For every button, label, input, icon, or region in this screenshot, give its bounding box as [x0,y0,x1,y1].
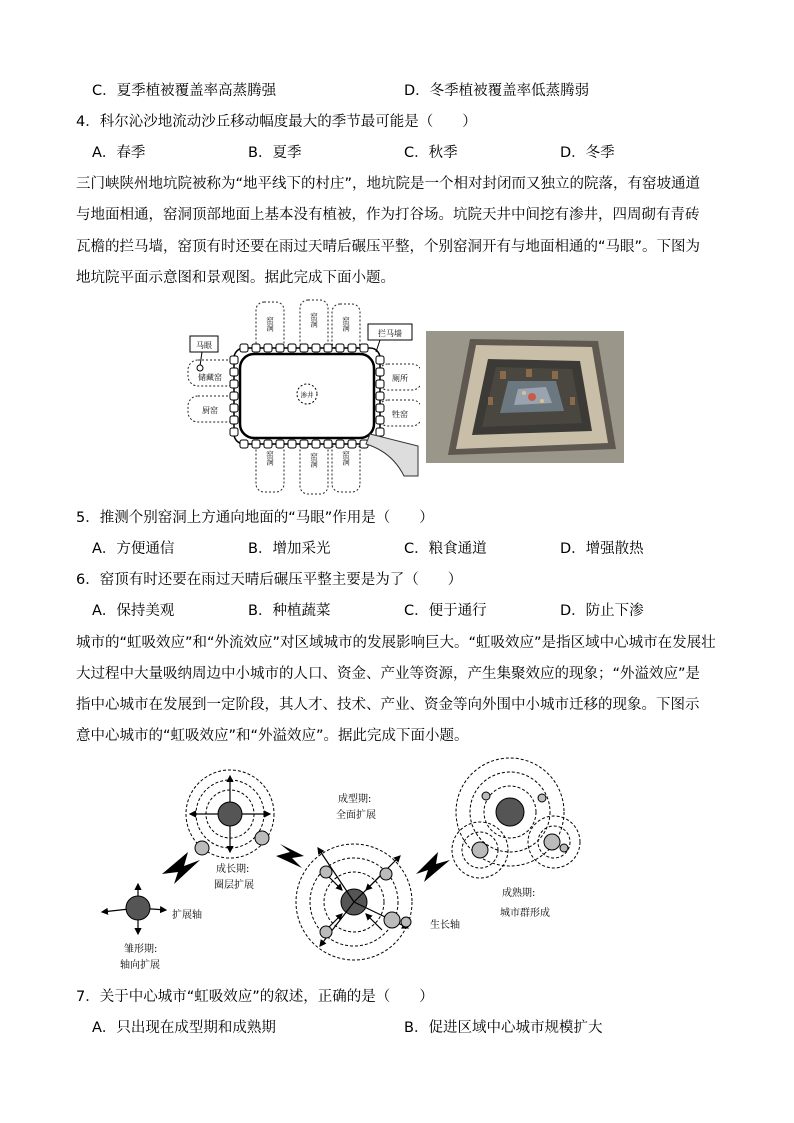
stage4-desc: 城市群形成 [500,908,550,919]
callout-mayan: 马眼 [196,341,212,350]
stage1-desc: 轴向扩展 [120,960,160,971]
callout-lanmaqiang: 拦马墙 [378,329,402,338]
q4-option-b: B．夏季 [248,145,302,161]
top-cave-1: 窑洞 [265,316,275,332]
center-well: 渗井 [300,391,314,399]
q6-option-d: D．防止下渗 [560,603,644,619]
axis-label: 扩展轴 [172,910,202,921]
q3-option-d: D．冬季植被覆盖率低蒸腾弱 [404,83,590,99]
top-cave-2: 窑洞 [309,312,319,328]
left-room-kitchen: 厨窑 [202,406,218,415]
q6-option-a: A．保持美观 [92,603,175,619]
q7-option-b: B．促进区域中心城市规模扩大 [404,1020,603,1036]
q4-option-c: C．秋季 [404,145,458,161]
passage2-line-1: 城市的“虹吸效应”和“外流效应”对区域城市的发展影响巨大。“虹吸效应”是指区域中心城市在发展壮 [76,635,716,651]
bottom-cave-2: 窑洞 [309,452,319,468]
q4-option-a: A．春季 [92,145,146,161]
q5-option-b: B．增加采光 [248,541,331,557]
q7-stem: 7．关于中心城市“虹吸效应”的叙述，正确的是（ ） [76,989,434,1005]
stage3-title: 成型期: [338,794,372,805]
passage1-line-4: 地坑院平面示意图和景观图。据此完成下面小题。 [76,270,395,286]
q5-option-a: A．方便通信 [92,541,175,557]
q5-stem: 5．推测个别窑洞上方通向地面的“马眼”作用是（ ） [76,510,434,526]
stage4-title: 成熟期: [502,888,536,899]
stage1-title: 雏形期: [124,944,158,955]
dikengyuan-plan-diagram [180,296,420,496]
q6-option-c: C．便于通行 [404,603,487,619]
growth-axis-label: 生长轴 [430,920,460,931]
bottom-cave-3: 窑洞 [341,450,351,466]
q6-option-b: B．种植蔬菜 [248,603,331,619]
bottom-cave-1: 窑洞 [265,450,275,466]
top-cave-3: 窑洞 [341,316,351,332]
q6-stem: 6．窑顶有时还要在雨过天晴后碾压平整主要是为了（ ） [76,572,463,588]
stage3-desc: 全面扩展 [336,810,376,821]
q7-option-a: A．只出现在成型期和成熟期 [92,1020,276,1036]
q3-option-c: C．夏季植被覆盖率高蒸腾强 [92,83,277,99]
right-room-livestock: 牲窑 [392,410,408,419]
dikengyuan-landscape-photo [426,331,624,463]
right-room-toilet: 厕所 [392,374,408,383]
passage2-line-2: 大过程中大量吸纳周边中小城市的人口、资金、产业等资源，产生集聚效应的现象；“外溢效应”是 [76,666,701,682]
q5-option-d: D．增强散热 [560,541,644,557]
passage2-line-4: 意中心城市的“虹吸效应”和“外溢效应”。据此完成下面小题。 [76,728,469,744]
stage2-title: 成长期: [216,864,250,875]
passage1-line-3: 瓦檐的拦马墙，窑顶有时还要在雨过天晴后碾压平整，个别窑洞开有与地面相通的“马眼”。下图为 [76,239,701,255]
left-room-storage: 储藏窑 [198,373,222,382]
q5-option-c: C．粮食通道 [404,541,487,557]
city-effect-diagram [90,756,600,982]
q4-stem: 4．科尔沁沙地流动沙丘移动幅度最大的季节最可能是（ ） [76,114,477,130]
q4-option-d: D．冬季 [560,145,615,161]
passage2-line-3: 指中心城市在发展到一定阶段，其人才、技术、产业、资金等向外围中小城市迁移的现象。下图示 [76,697,700,713]
passage1-line-2: 与地面相通，窑洞顶部地面上基本没有植被，作为打谷场。坑院天井中间挖有渗井，四周砌有青砖 [76,207,700,223]
passage1-line-1: 三门峡陕州地坑院被称为“地平线下的村庄”，地坑院是一个相对封闭而又独立的院落，有窑坡通道 [76,176,701,192]
stage2-desc: 圈层扩展 [214,880,254,891]
